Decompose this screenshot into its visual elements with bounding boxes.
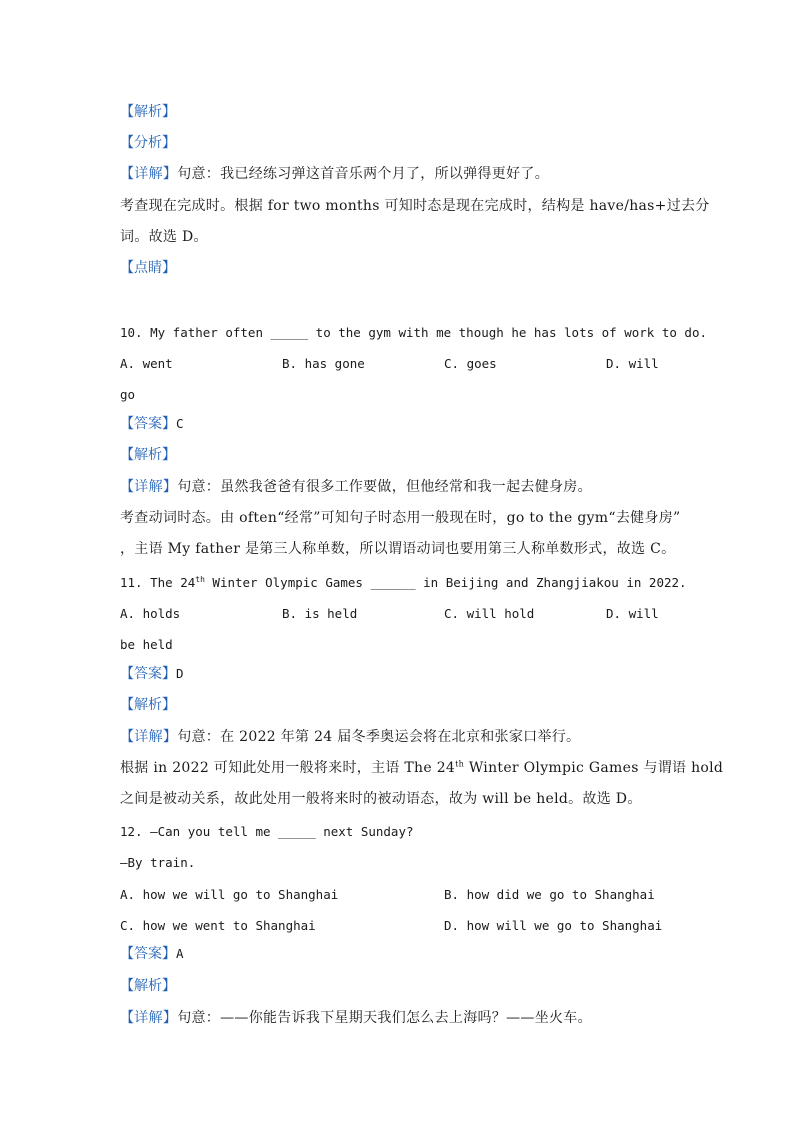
q12-option-a: A. how we will go to Shanghai	[120, 887, 339, 902]
question-10-stem: 10. My father often _____ to the gym with me though he has lots of work to do.	[120, 325, 707, 340]
q10-option-a: A. went	[120, 356, 173, 371]
q11-answer-line: 【答案】D	[120, 666, 184, 682]
question-12-reply: —By train.	[120, 855, 196, 870]
q10-option-b: B. has gone	[282, 356, 365, 371]
q12-answer-line: 【答案】A	[120, 946, 184, 962]
explanation-line: 词。故选 D。	[120, 229, 208, 245]
q12-jiexi-heading: 【解析】	[120, 978, 176, 994]
q11-xiangjie-line: 【详解】句意：在 2022 年第 24 届冬季奥运会将在北京和张家口举行。	[120, 729, 581, 745]
q10-answer-line: 【答案】C	[120, 416, 184, 432]
q10-option-d: D. will	[606, 356, 659, 371]
q10-option-d-wrap: go	[120, 387, 136, 402]
q12-option-d: D. how will we go to Shanghai	[444, 918, 663, 933]
q10-jiexi-heading: 【解析】	[120, 447, 176, 463]
q12-option-b: B. how did we go to Shanghai	[444, 887, 655, 902]
q11-explanation-line: 根据 in 2022 可知此处用一般将来时，主语 The 24th Winter Olympic Games 与谓语 hold	[120, 759, 724, 776]
xiangjie-line: 【详解】句意：我已经练习弹这首音乐两个月了，所以弹得更好了。	[120, 166, 550, 182]
question-11-stem: 11. The 24th Winter Olympic Games ______ in Beijing and Zhangjiakou in 2022.	[120, 574, 687, 590]
q11-explanation-line: 之间是被动关系，故此处用一般将来时的被动语态，故为 will be held。故选 D。	[120, 791, 642, 807]
question-12-stem: 12. —Can you tell me _____ next Sunday?	[120, 824, 414, 839]
q10-option-c: C. goes	[444, 356, 497, 371]
jiexi-heading: 【解析】	[120, 104, 176, 120]
q10-explanation-line: ，主语 My father 是第三人称单数，所以谓语动词也要用第三人称单数形式，故选 C。	[120, 541, 676, 557]
fenxi-heading: 【分析】	[120, 135, 176, 151]
q11-option-c: C. will hold	[444, 606, 535, 621]
q10-answer-value: C	[176, 416, 184, 431]
q12-answer-value: A	[176, 946, 184, 961]
q11-option-d-wrap: be held	[120, 637, 173, 652]
q12-xiangjie-line: 【详解】句意：——你能告诉我下星期天我们怎么去上海吗？——坐火车。	[120, 1010, 592, 1026]
q10-explanation-line: 考查动词时态。由 often“经常”可知句子时态用一般现在时，go to the gym“去健身房”	[120, 510, 681, 526]
q12-option-c: C. how we went to Shanghai	[120, 918, 316, 933]
q11-answer-value: D	[176, 666, 184, 681]
q11-jiexi-heading: 【解析】	[120, 697, 176, 713]
explanation-line: 考查现在完成时。根据 for two months 可知时态是现在完成时，结构是 have/has+过去分	[120, 198, 710, 214]
q10-xiangjie-line: 【详解】句意：虽然我爸爸有很多工作要做，但他经常和我一起去健身房。	[120, 479, 592, 495]
q11-option-b: B. is held	[282, 606, 358, 621]
q11-option-a: A. holds	[120, 606, 181, 621]
q11-option-d: D. will	[606, 606, 659, 621]
dianjing-heading: 【点睛】	[120, 260, 176, 276]
